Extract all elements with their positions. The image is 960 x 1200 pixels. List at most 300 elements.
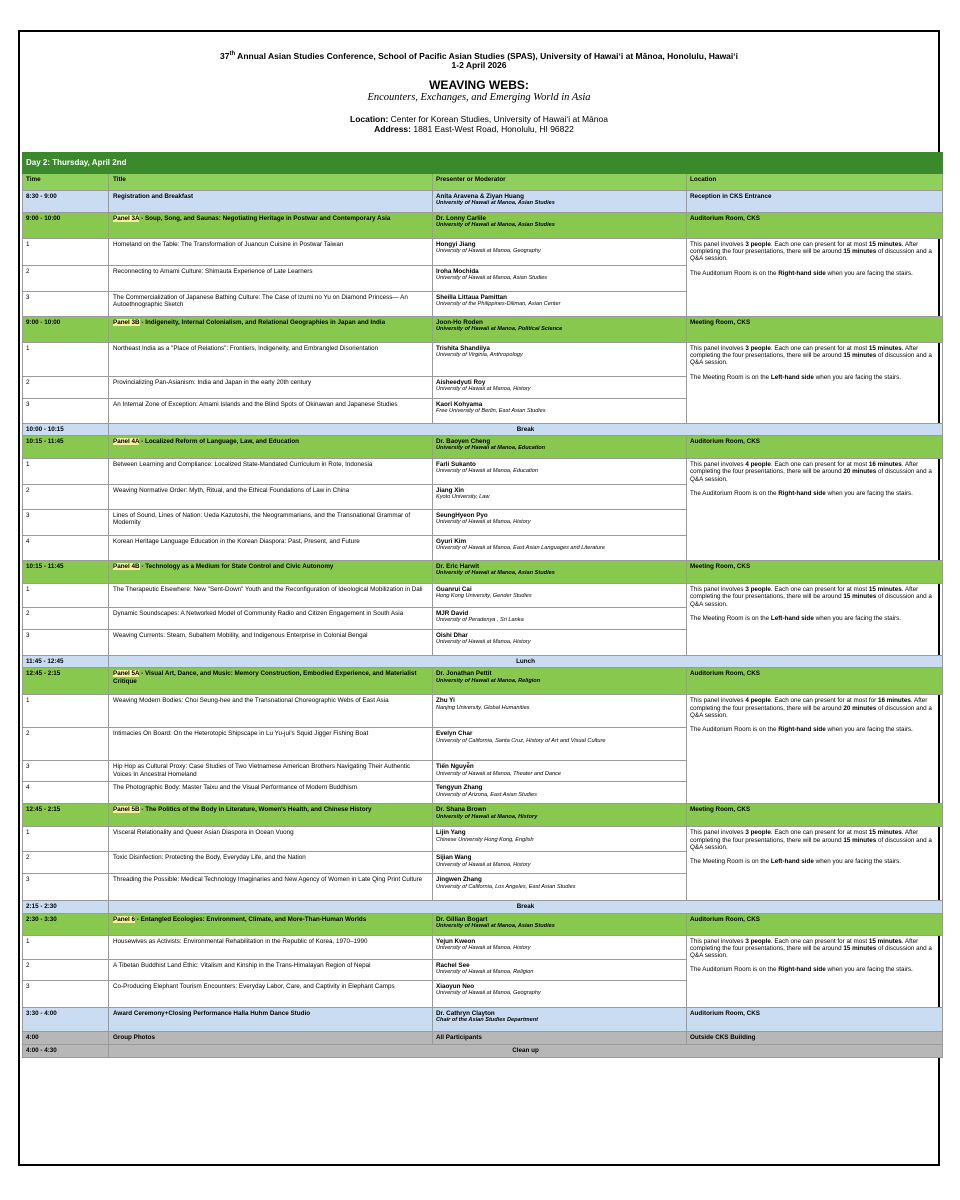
presenter-name: MJR David (436, 610, 469, 618)
paper-number: 3 (23, 510, 109, 536)
location-cell: Auditorium Room, CKS (687, 436, 943, 459)
panel-title-cell (109, 213, 433, 239)
panel-tag: Panel 4B (113, 563, 140, 571)
presenter-name: Sijian Wang (436, 854, 472, 862)
panel-title: - Indigeneity, Internal Colonialism, and Relational Geographies in Japan and India (139, 319, 386, 326)
address-label: Address: (374, 123, 411, 134)
day-header-row (23, 153, 943, 174)
moderator-cell (433, 436, 687, 459)
presenter-affiliation: Hong Kong University, Gender Studies (436, 593, 532, 600)
presenter-affiliation: University of Hawaii at Manoa, Education (436, 468, 538, 475)
presenter-name: Dr. Shana Brown (436, 806, 487, 814)
paper-title: Weaving Currents: Steam, Subaltern Mobility, and Indigenous Enterprise in Colonial Bengal (109, 630, 433, 656)
paper-title: Korean Heritage Language Education in the Korean Diaspora: Past, Present, and Future (109, 536, 433, 561)
ordinal-suffix: th (229, 51, 236, 57)
panel-title: - Soup, Song, and Saunas: Negotiating Heritage in Postwar and Contemporary Asia (139, 215, 391, 222)
column-header: Presenter or Moderator (433, 174, 687, 191)
title-cell: Award Ceremony+Closing Performance Halla Huhm Dance Studio (109, 1007, 433, 1031)
note-fragment: Right-hand side (778, 489, 826, 497)
paper-title: The Photographic Body: Master Taixu and the Visual Performance of Modern Buddhism (109, 782, 433, 804)
column-header-row (23, 174, 943, 191)
panel-tag: Panel 6 (113, 915, 136, 923)
presenter-affiliation: University of California, Los Angeles, East Asian Studies (436, 883, 576, 890)
column-header: Title (109, 174, 433, 191)
note-fragment: 15 minutes (843, 593, 877, 601)
location-value: Center for Korean Studies, University of Hawaiʻi at Mānoa (388, 113, 608, 124)
note-fragment: when you are facing the stairs. (813, 858, 902, 866)
presenter-affiliation: University of Hawaii at Manoa, Education (436, 445, 546, 452)
cleanup-label: Clean up (109, 1044, 943, 1057)
paper-title: Hip Hop as Cultural Proxy: Case Studies of Two Vietnamese American Brothers Navigating Their Authentic Voices In Ancestral Homeland (109, 761, 433, 782)
paper-number: 3 (23, 399, 109, 424)
paper-row (23, 459, 943, 485)
presenter-cell (433, 399, 687, 424)
note-fragment: The Auditorium Room is on the (690, 966, 779, 974)
note-fragment: . Each one can present for at most (770, 586, 869, 594)
moderator-cell (433, 668, 687, 695)
paper-title: Reconnecting to Amami Culture: Shimauta Experience of Late Learners (109, 266, 433, 292)
paper-number: 1 (23, 935, 109, 959)
paper-number: 2 (23, 377, 109, 399)
paper-number: 1 (23, 343, 109, 377)
time-cell: 11:45 - 12:45 (23, 656, 109, 668)
paper-title: The Commercialization of Japanese Bathing Culture: The Case of Izumi no Yu on Diamond Princess— An Autoethnographic Sketch (109, 292, 433, 317)
note-fragment: . Each one can present for at most (770, 829, 869, 837)
paper-number: 1 (23, 459, 109, 485)
note-fragment: 15 minutes (843, 836, 877, 844)
time-cell: 10:15 - 11:45 (23, 436, 109, 459)
room-direction-note (690, 490, 939, 497)
note-fragment: . After completing the four presentations, there will be around (690, 697, 928, 712)
moderator-cell (433, 804, 687, 827)
paper-number: 4 (23, 782, 109, 804)
location-line (20, 114, 938, 124)
paper-title: Co-Producing Elephant Tourism Encounters: Everyday Labor, Care, and Captivity in Elephant Camps (109, 980, 433, 1007)
presenter-affiliation: University of Hawaii at Manoa, Asian Studies (436, 922, 555, 929)
paper-title: The Therapeutic Elsewhere: New "Sent-Down" Youth and the Reconfiguration of Ideological Mobilization in Dali (109, 584, 433, 608)
time-cell: 10:00 - 10:15 (23, 424, 109, 436)
panel-header-row (23, 913, 943, 935)
note-fragment: of discussion and a Q&A session. (690, 352, 932, 367)
presenter-affiliation: University of Hawaii at Manoa, Political Science (436, 326, 563, 333)
room-direction-note (690, 966, 939, 973)
presenter-affiliation: University of Hawaii at Manoa, Religion (436, 968, 534, 975)
location-cell: Auditorium Room, CKS (687, 213, 943, 239)
paper-title: Toxic Disinfection: Protecting the Body, Everyday Life, and the Nation (109, 852, 433, 874)
paper-title: Dynamic Soundscapes: A Networked Model of Community Radio and Citizen Engagement in South Asia (109, 608, 433, 630)
room-direction-note (690, 615, 939, 622)
note-fragment: 3 people (745, 586, 771, 594)
note-fragment: This panel involves (690, 241, 746, 248)
paper-row (23, 695, 943, 728)
note-fragment: 16 minutes (868, 461, 902, 469)
note-fragment: The Meeting Room is on the (690, 614, 771, 622)
presenter-cell: All Participants (433, 1031, 687, 1044)
note-fragment: of discussion and a Q&A session. (690, 593, 932, 608)
theme-title: WEAVING WEBS: (429, 77, 529, 92)
note-fragment: This panel involves (690, 697, 746, 705)
note-fragment: . After completing the four presentations, there will be around (690, 345, 919, 360)
presenter-name: Dr. Gillian Bogart (436, 915, 488, 923)
note-fragment: Right-hand side (778, 269, 826, 277)
note-fragment: This panel involves (690, 345, 746, 352)
presenter-cell (433, 343, 687, 377)
paper-number: 2 (23, 728, 109, 761)
note-fragment: when you are facing the stairs. (825, 269, 913, 277)
location-label: Location: (350, 113, 389, 124)
note-fragment: of discussion and a Q&A session. (690, 944, 932, 960)
presenter-cell (433, 239, 687, 266)
note-fragment: Right-hand side (778, 726, 826, 734)
cleanup-row (23, 1044, 943, 1057)
presenter-name: Sheilla Littaua Pamittan (436, 294, 508, 301)
paper-number: 2 (23, 608, 109, 630)
panel-time-note (690, 586, 939, 608)
room-direction-note (690, 374, 939, 381)
presenter-name: Yejun Kweon (436, 937, 476, 945)
note-fragment: 3 people (745, 345, 771, 352)
moderator-cell (433, 913, 687, 935)
paper-number: 1 (23, 695, 109, 728)
presenter-affiliation: University of Hawaii at Manoa, Theater and Dance (436, 770, 561, 777)
note-fragment: The Meeting Room is on the (690, 373, 771, 381)
presenter-cell (433, 584, 687, 608)
schedule-table (22, 152, 943, 1058)
panel-title-cell (109, 317, 433, 343)
presenter-cell (433, 191, 687, 213)
presenter-name: Dr. Eric Harwit (436, 563, 480, 571)
paper-title: Northeast India as a "Place of Relations": Frontiers, Indigeneity, and Embrangled Disorientation (109, 343, 433, 377)
theme-subtitle: Encounters, Exchanges, and Emerging World in Asia (367, 91, 591, 103)
note-fragment: when you are facing the stairs. (825, 726, 913, 734)
room-direction-note (690, 726, 939, 733)
location-cell: Meeting Room, CKS (687, 317, 943, 343)
presenter-name: Lijin Yang (436, 829, 466, 837)
conference-ordinal: 37 (220, 50, 230, 61)
panel-info-cell (687, 343, 943, 424)
presenter-cell (433, 510, 687, 536)
paper-row (23, 827, 943, 852)
presenter-affiliation: University of Hawaii at Manoa, History (436, 386, 531, 393)
presenter-name: Farli Sukanto (436, 461, 476, 469)
paper-number: 3 (23, 980, 109, 1007)
paper-number: 2 (23, 852, 109, 874)
presenter-cell (433, 827, 687, 852)
presenter-name: Anita Aravena & Ziyan Huang (436, 193, 524, 200)
paper-number: 1 (23, 584, 109, 608)
panel-title: - Entangled Ecologies: Environment, Climate, and More-Than-Human Worlds (135, 915, 367, 923)
presenter-affiliation: University of Hawaii at Manoa, Asian Studies (436, 200, 555, 207)
time-cell: 8:30 - 9:00 (23, 191, 109, 213)
location-cell: Auditorium Room, CKS (687, 1007, 943, 1031)
note-fragment: 15 minutes (868, 586, 902, 594)
presenter-cell (433, 980, 687, 1007)
note-fragment: The Auditorium Room is on the (690, 489, 779, 497)
document-header (20, 50, 938, 134)
presenter-affiliation: University of Hawaii at Manoa, East Asian Languages and Literature (436, 545, 605, 552)
note-fragment: Left-hand side (770, 373, 814, 381)
paper-title: Provincializing Pan-Asianism: India and Japan in the early 20th century (109, 377, 433, 399)
panel-tag: Panel 4A (113, 438, 140, 446)
note-fragment: 15 minutes (868, 345, 902, 352)
panel-header-row (23, 317, 943, 343)
presenter-cell (433, 536, 687, 561)
presenter-name: Dr. Lonny Carlile (436, 215, 487, 222)
presenter-cell (433, 852, 687, 874)
paper-number: 4 (23, 536, 109, 561)
location-cell: Auditorium Room, CKS (687, 913, 943, 935)
location-cell: Auditorium Room, CKS (687, 668, 943, 695)
panel-title-cell (109, 804, 433, 827)
presenter-affiliation: University of Hawaii at Manoa, Asian Studies (436, 570, 555, 577)
note-fragment: 15 minutes (868, 829, 902, 837)
paper-number: 2 (23, 485, 109, 510)
presenter-affiliation: University of Hawaii at Manoa, History (436, 944, 531, 951)
paper-row (23, 584, 943, 608)
presenter-name: Evelyn Char (436, 730, 473, 738)
paper-title: Lines of Sound, Lines of Nation: Ueda Kazutoshi, the Neogrammarians, and the Transnational Grammar of Modernity (109, 510, 433, 536)
note-fragment: 20 minutes (843, 468, 877, 476)
presenter-cell (433, 459, 687, 485)
time-cell: 3:30 - 4:00 (23, 1007, 109, 1031)
paper-title: Visceral Relationality and Queer Asian Diaspora in Ocean Vuong (109, 827, 433, 852)
presenter-name: SeungHyeon Pyo (436, 512, 488, 520)
note-fragment: 3 people (745, 937, 771, 945)
note-fragment: This panel involves (690, 937, 746, 945)
panel-info-cell (687, 584, 943, 656)
break-label: Lunch (109, 656, 943, 668)
note-fragment: when you are facing the stairs. (825, 489, 913, 497)
day-title: Day 2: Thursday, April 2nd (23, 153, 943, 174)
presenter-affiliation: Chinese University Hong Kong, English (436, 836, 534, 843)
presenter-name: Oishi Dhar (436, 632, 468, 640)
presenter-name: Trishita Shandilya (436, 345, 490, 352)
presenter-affiliation: University of Arizona, East Asian Studies (436, 791, 537, 798)
paper-title: Weaving Normative Order: Myth, Ritual, and the Ethical Foundations of Law in China (109, 485, 433, 510)
location-cell: Outside CKS Building (687, 1031, 943, 1044)
note-fragment: 15 minutes (843, 248, 877, 256)
note-fragment: . After completing the four presentations, there will be around (690, 937, 919, 952)
presenter-name: Kaori Kohyama (436, 401, 483, 408)
paper-number: 1 (23, 239, 109, 266)
break-row (23, 424, 943, 436)
paper-title: Homeland on the Table: The Transformation of Juancun Cuisine in Postwar Taiwan (109, 239, 433, 266)
panel-info-cell (687, 827, 943, 901)
panel-info-cell (687, 239, 943, 317)
note-fragment: 4 people (745, 461, 771, 469)
panel-time-note (690, 697, 939, 719)
note-fragment: . Each one can present for at most (770, 241, 869, 248)
presenter-affiliation: University of Hawaii at Manoa, History (436, 519, 531, 526)
note-fragment: Left-hand side (770, 614, 814, 622)
break-label: Break (109, 424, 943, 436)
presenter-affiliation: University of Hawaii at Manoa, Asian Studies (436, 275, 548, 282)
note-fragment: 20 minutes (843, 704, 877, 712)
presenter-affiliation: University of Hawaii at Manoa, History (436, 861, 531, 868)
note-fragment: . After completing the four presentations, there will be around (690, 461, 919, 476)
paper-row (23, 935, 943, 959)
panel-time-note (690, 241, 939, 263)
conference-name: Annual Asian Studies Conference, School of Pacific Asian Studies (SPAS), University of Hawaiʻi at Mānoa, Honolulu, Hawaiʻi (235, 50, 738, 61)
break-row (23, 901, 943, 913)
note-fragment: . Each one can present for at most (770, 345, 869, 352)
time-cell: 12:45 - 2:15 (23, 804, 109, 827)
panel-header-row (23, 804, 943, 827)
column-header: Time (23, 174, 109, 191)
panel-time-note (690, 461, 939, 483)
presenter-name: Joon-Ho Roden (436, 319, 483, 326)
note-fragment: . Each one can present for at most for (770, 697, 878, 705)
paper-number: 3 (23, 761, 109, 782)
presenter-cell (433, 874, 687, 901)
presenter-cell (433, 761, 687, 782)
time-cell: 10:15 - 11:45 (23, 561, 109, 584)
panel-header-row (23, 213, 943, 239)
time-cell: 4:00 - 4:30 (23, 1044, 109, 1057)
note-fragment: This panel involves (690, 461, 746, 469)
room-direction-note (690, 270, 939, 277)
presenter-cell (433, 630, 687, 656)
presenter-name: Dr. Cathryn Clayton (436, 1009, 495, 1017)
paper-title: Threading the Possible: Medical Technology Imaginaries and New Agency of Women in Late Qing Print Culture (109, 874, 433, 901)
presenter-affiliation: University of Virginia, Anthropology (436, 352, 523, 359)
note-fragment: 16 minutes (877, 697, 911, 705)
presenter-name: Xiaoyun Neo (436, 982, 475, 990)
panel-header-row (23, 668, 943, 695)
presenter-name: Tengyun Zhang (436, 784, 483, 792)
presenter-cell (433, 728, 687, 761)
panel-time-note (690, 938, 939, 960)
conference-dates: 1-2 April 2026 (451, 59, 507, 70)
paper-title: Weaving Modern Bodies: Choi Seung-hee and the Transnational Choreographic Webs of East Asia (109, 695, 433, 728)
presenter-affiliation: University of the Philippines-Diliman, Asian Center (436, 301, 561, 308)
title-cell: Registration and Breakfast (109, 191, 433, 213)
note-fragment: 15 minutes (868, 937, 902, 945)
panel-title-cell (109, 913, 433, 935)
note-fragment: of discussion and a Q&A session. (690, 248, 932, 263)
panel-header-row (23, 436, 943, 459)
note-fragment: The Auditorium Room is on the (690, 726, 779, 734)
panel-title: - Localized Reform of Language, Law, and Education (139, 438, 300, 446)
panel-time-note (690, 829, 939, 851)
panel-tag: Panel 5B (113, 806, 140, 814)
presenter-cell (433, 695, 687, 728)
panel-header-row (23, 561, 943, 584)
page-frame (18, 30, 940, 1166)
note-fragment: of discussion and a Q&A session. (690, 836, 932, 851)
column-header: Location (687, 174, 943, 191)
address-line (10, 124, 938, 134)
note-fragment: when you are facing the stairs. (825, 966, 913, 974)
presenter-name: Iroha Mochida (436, 268, 479, 275)
note-fragment: Right-hand side (778, 966, 826, 974)
note-fragment: . After completing the four presentations, there will be around (690, 829, 919, 844)
presenter-name: Jiang Xin (436, 487, 464, 495)
location-cell: Meeting Room, CKS (687, 804, 943, 827)
presenter-cell (433, 959, 687, 980)
presenter-affiliation: Nanjing University, Global Humanities (436, 704, 530, 711)
presenter-cell (433, 608, 687, 630)
presenter-name: Aisheedyuti Roy (436, 379, 486, 386)
break-label: Break (109, 901, 943, 913)
presenter-affiliation: University of Hawaii at Manoa, Geography (436, 989, 541, 996)
paper-number: 3 (23, 292, 109, 317)
presenter-affiliation: University of Hawaii at Manoa, History (436, 639, 531, 646)
location-cell: Meeting Room, CKS (687, 561, 943, 584)
presenter-affiliation: Kyoto University, Law (436, 494, 490, 501)
presenter-cell (433, 1007, 687, 1031)
presenter-name: Dr. Jonathan Pettit (436, 670, 492, 678)
presenter-affiliation: University of Hawaii at Manoa, Geography (436, 248, 541, 255)
panel-info-cell (687, 935, 943, 1007)
presenter-name: Dr. Baoyen Cheng (436, 438, 491, 446)
note-fragment: 3 people (745, 829, 771, 837)
note-fragment: 15 minutes (843, 352, 877, 360)
note-fragment: of discussion and a Q&A session. (690, 704, 932, 719)
presenter-cell (433, 935, 687, 959)
panel-title: - Visual Art, Dance, and Music: Memory Construction, Embodied Experience, and Materialist Critique (113, 670, 417, 685)
moderator-cell (433, 561, 687, 584)
panel-tag: Panel 3A (113, 215, 140, 222)
note-fragment: The Auditorium Room is on the (690, 269, 779, 277)
time-cell: 9:00 - 10:00 (23, 213, 109, 239)
presenter-name: Tiến Nguyễn (436, 763, 474, 771)
note-fragment: of discussion and a Q&A session. (690, 468, 932, 483)
paper-title: Housewives as Activists: Environmental Rehabilitation in the Republic of Korea, 1970–1990 (109, 935, 433, 959)
time-cell: 2:15 - 2:30 (23, 901, 109, 913)
panel-tag: Panel 5A (113, 670, 140, 678)
panel-tag: Panel 3B (113, 319, 140, 326)
time-cell: 9:00 - 10:00 (23, 317, 109, 343)
presenter-name: Gyuri Kim (436, 538, 467, 546)
paper-number: 1 (23, 827, 109, 852)
note-fragment: . Each one can present for at most (770, 461, 869, 469)
presenter-name: Zhu Yi (436, 697, 455, 705)
note-fragment: The Meeting Room is on the (690, 858, 771, 866)
time-cell: 4:00 (23, 1031, 109, 1044)
panel-title: - Technology as a Medium for State Control and Civic Autonomy (139, 563, 334, 571)
presenter-cell (433, 266, 687, 292)
registration-row (23, 191, 943, 213)
panel-info-cell (687, 459, 943, 561)
note-fragment: 15 minutes (868, 241, 902, 248)
moderator-cell (433, 317, 687, 343)
note-fragment: Left-hand side (770, 858, 814, 866)
panel-title-cell (109, 561, 433, 584)
presenter-affiliation: University of Hawaii at Manoa, Religion (436, 677, 541, 684)
presenter-name: Guanrui Cai (436, 586, 472, 594)
group-photos-row (23, 1031, 943, 1044)
presenter-affiliation: University of Hawaii at Manoa, History (436, 813, 538, 820)
paper-number: 2 (23, 959, 109, 980)
presenter-cell (433, 292, 687, 317)
panel-title-cell (109, 436, 433, 459)
presenter-name: Rachel See (436, 961, 470, 969)
paper-number: 3 (23, 630, 109, 656)
panel-info-cell (687, 695, 943, 804)
paper-title: An Internal Zone of Exception: Amami Islands and the Blind Spots of Okinawan and Japanese Studies (109, 399, 433, 424)
paper-title: Intimacies On Board: On the Heterotopic Shipscape in Lu Yu-jui's Squid Jigger Fishing Boat (109, 728, 433, 761)
presenter-affiliation: University of California, Santa Cruz, History of Art and Visual Culture (436, 737, 606, 744)
presenter-affiliation: Chair of the Asian Studies Department (436, 1016, 539, 1023)
note-fragment: 3 people (745, 241, 771, 248)
note-fragment: when you are facing the stairs. (813, 373, 902, 381)
note-fragment: . After completing the four presentations, there will be around (690, 586, 919, 601)
note-fragment: . Each one can present for at most (770, 937, 869, 945)
presenter-cell (433, 377, 687, 399)
room-direction-note (690, 858, 939, 865)
note-fragment: when you are facing the stairs. (813, 614, 902, 622)
